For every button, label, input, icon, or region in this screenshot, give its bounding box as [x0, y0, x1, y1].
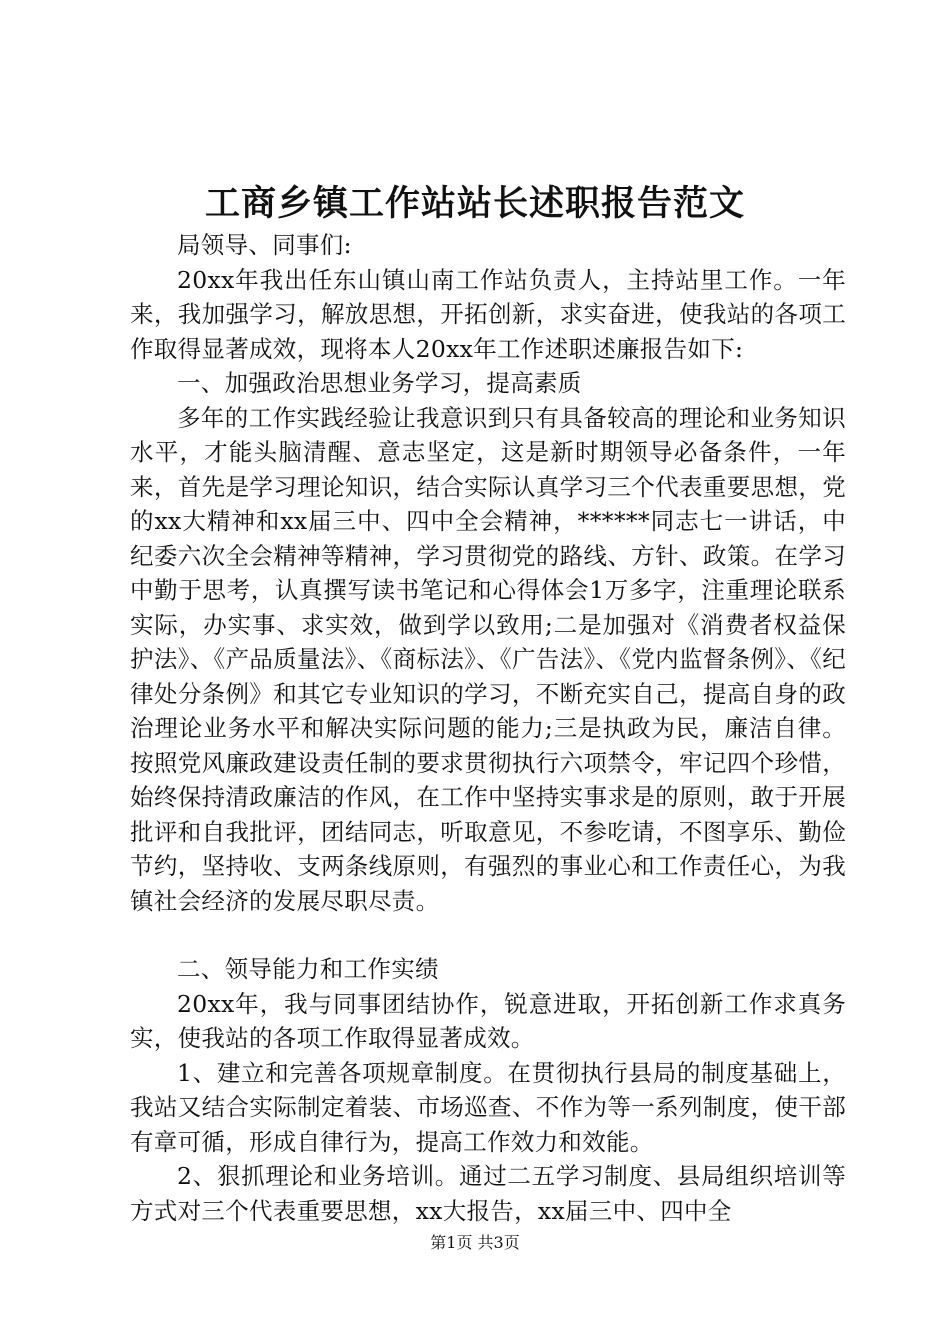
- section-2-intro: 20xx年，我与同事团结协作，锐意进取，开拓创新工作求真务实，使我站的各项工作取得显著成效。: [130, 989, 846, 1052]
- document-title: 工商乡镇工作站站长述职报告范文: [204, 183, 745, 224]
- document-body: [130, 228, 846, 1228]
- section-heading-2: 二、领导能力和工作实绩: [177, 955, 439, 983]
- intro-paragraph: 20xx年我出任东山镇山南工作站负责人，主持站里工作。一年来，我加强学习，解放思想，开拓创新，求实奋进，使我站的各项工作取得显著成效，现将本人20xx年工作述职述廉报告如下:: [130, 265, 846, 363]
- section-2-item-1: 1、建立和完善各项规章制度。在贯彻执行县局的制度基础上，我站又结合实际制定着装、市场巡查、不作为等一系列制度，使干部有章可循，形成自律行为，提高工作效力和效能。: [130, 1058, 846, 1156]
- page-number-footer: 第1页 共3页: [430, 1233, 520, 1252]
- section-heading-1: 一、加强政治思想业务学习，提高素质: [177, 369, 582, 397]
- section-1-body: 多年的工作实践经验让我意识到只有具备较高的理论和业务知识水平，才能头脑清醒、意志坚定，这是新时期领导必备条件，一年来，首先是学习理论知识，结合实际认真学习三个代表重要思想，党的xx大精神和xx届三中、四中全会精神，******同志七一讲话，中纪委六次全会精神等精神，学习贯彻党的路线、方针、政策。在学习中勤于思考，认真撰写读书笔记和心得体会1万多字，注重理论联系实际，办实事、求实效，做到学以致用;二是加强对《消费者权益保护法》、《产品质量法》、《商标法》、《广告法》、《党内监督条例》、《纪律处分条例》和其它专业知识的学习，不断充实自己，提高自身的政治理论业务水平和解决实际问题的能力;三是执政为民，廉洁自律。按照党风廉政建设责任制的要求贯彻执行六项禁令，牢记四个珍惜，始终保持清政廉洁的作风，在工作中坚持实事求是的原则，敢于开展批评和自我批评，团结同志，听取意见，不参吃请，不图享乐、勤俭节约，坚持收、支两条线原则，有强烈的事业心和工作责任心，为我镇社会经济的发展尽职尽责。: [130, 403, 846, 915]
- section-2-item-2: 2、狠抓理论和业务培训。通过二五学习制度、县局组织培训等方式对三个代表重要思想，xx大报告，xx届三中、四中全: [130, 1162, 846, 1225]
- salutation: 局领导、同事们:: [177, 231, 352, 259]
